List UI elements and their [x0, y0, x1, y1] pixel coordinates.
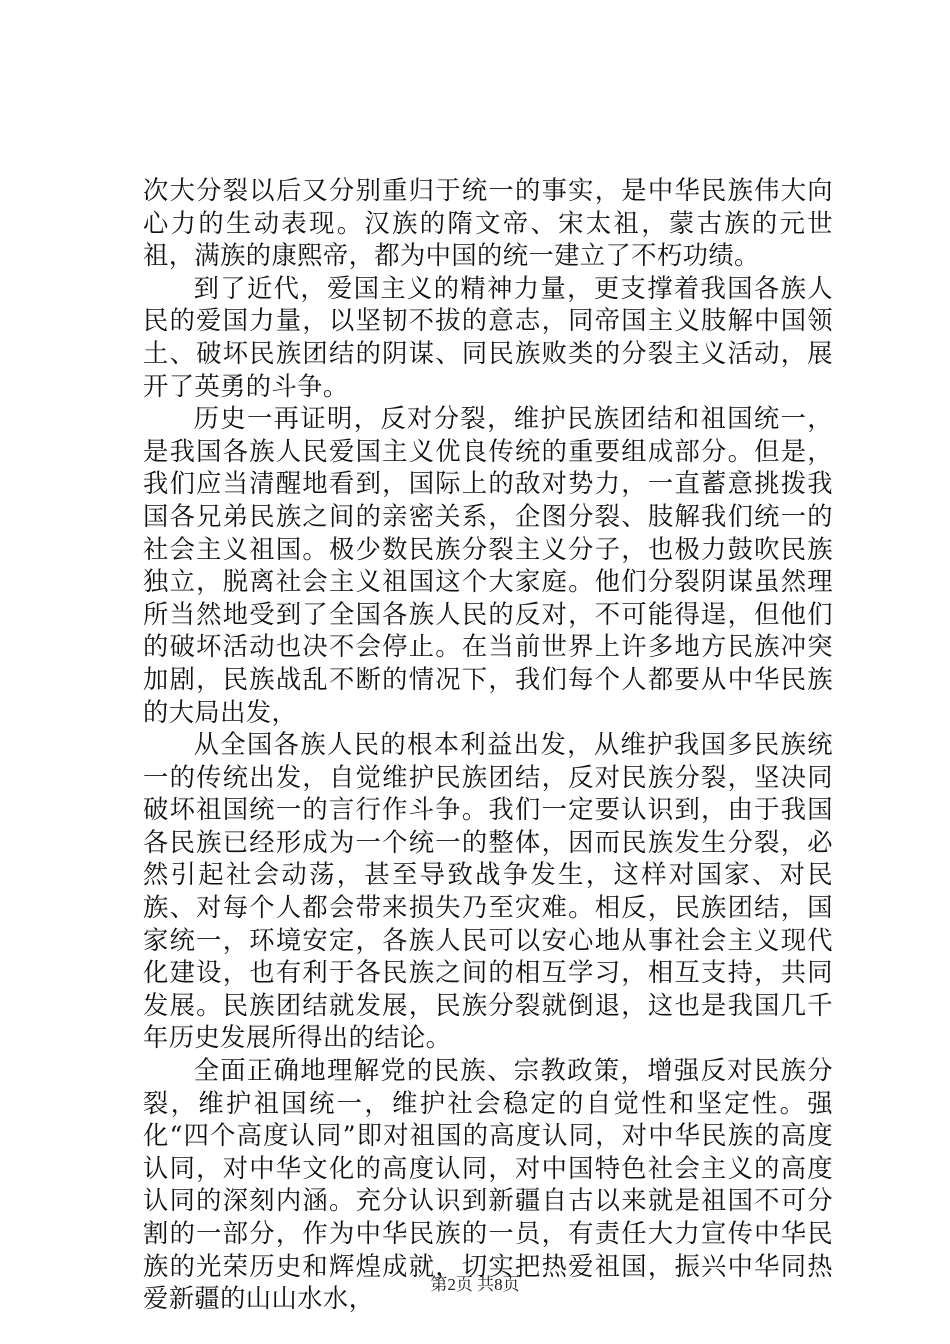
paragraph-2: 到了近代，爱国主义的精神力量，更支撑着我国各族人民的爱国力量，以坚韧不拔的意志，同帝国主义肢解中国领土、破坏民族团结的阴谋、同民族败类的分裂主义活动，展开了英勇的斗争。: [143, 273, 833, 401]
paragraph-5: 全面正确地理解党的民族、宗教政策，增强反对民族分裂，维护祖国统一，维护社会稳定的自觉性和坚定性。强化“四个高度认同”即对祖国的高度认同，对中华民族的高度认同，对中华文化的高度认同，对中国特色社会主义的高度认同的深刻内涵。充分认识到新疆自古以来就是祖国不可分割的一部分，作为中华民族的一员，有责任大力宣传中华民族的光荣历史和辉煌成就，切实把热爱祖国，振兴中华同热爱新疆的山山水水，: [143, 1056, 833, 1314]
page-number-footer: 第2页 共8页: [430, 1275, 520, 1294]
paragraph-3: 历史一再证明，反对分裂，维护民族团结和祖国统一，是我国各族人民爱国主义优良传统的重要组成部分。但是，我们应当清醒地看到，国际上的敌对势力，一直蓄意挑拨我国各兄弟民族之间的亲密关系，企图分裂、肢解我们统一的社会主义祖国。极少数民族分裂主义分子，也极力鼓吹民族独立，脱离社会主义祖国这个大家庭。他们分裂阴谋虽然理所当然地受到了全国各族人民的反对，不可能得逞，但他们的破坏活动也决不会停止。在当前世界上许多地方民族冲突加剧，民族战乱不断的情况下，我们每个人都要从中华民族的大局出发，: [143, 404, 833, 727]
paragraph-1: 次大分裂以后又分别重归于统一的事实，是中华民族伟大向心力的生动表现。汉族的隋文帝、宋太祖，蒙古族的元世祖，满族的康熙帝，都为中国的统一建立了不朽功绩。: [143, 176, 833, 271]
paragraph-4: 从全国各族人民的根本利益出发，从维护我国多民族统一的传统出发，自觉维护民族团结，反对民族分裂，坚决同破坏祖国统一的言行作斗争。我们一定要认识到，由于我国各民族已经形成为一个统一的整体，因而民族发生分裂，必然引起社会动荡，甚至导致战争发生，这样对国家、对民族、对每个人都会带来损失乃至灾难。相反，民族团结，国家统一，环境安定，各族人民可以安心地从事社会主义现代化建设，也有利于各民族之间的相互学习，相互支持，共同发展。民族团结就发展，民族分裂就倒退，这也是我国几千年历史发展所得出的结论。: [143, 730, 833, 1053]
document-body: [143, 175, 833, 1316]
